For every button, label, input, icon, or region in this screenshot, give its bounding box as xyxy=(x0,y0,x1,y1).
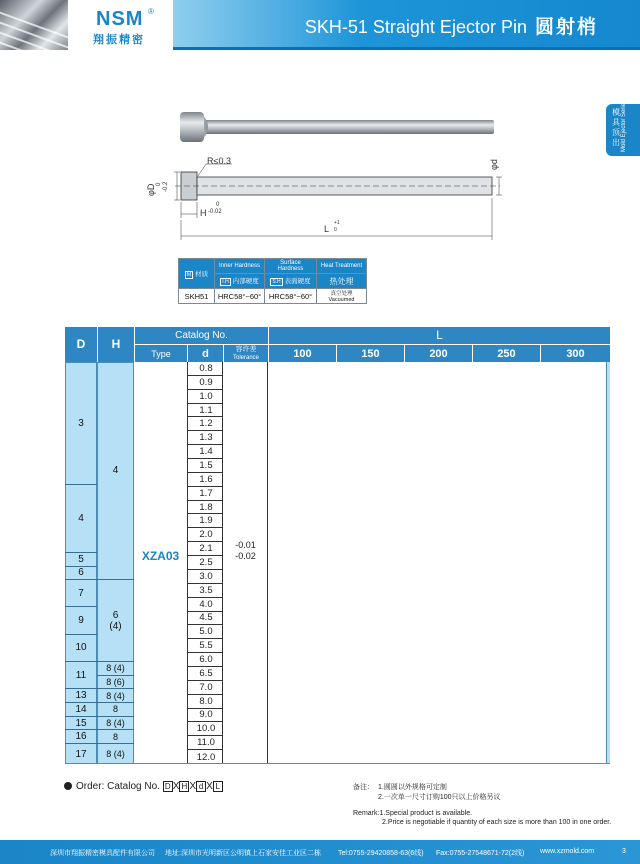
header-photo xyxy=(0,0,68,50)
col-header-tolerance xyxy=(223,344,268,362)
type-column xyxy=(134,362,187,764)
order-separator: X xyxy=(172,781,180,792)
d-value-cell: 7.0 xyxy=(188,681,224,695)
order-box-D: D xyxy=(163,781,173,792)
d-value-cell: 2.5 xyxy=(188,556,224,570)
length-250: 250 xyxy=(472,344,540,362)
D-group-cell: 5 xyxy=(65,553,97,567)
D-group-cell: 15 xyxy=(65,717,97,731)
pin-photo xyxy=(180,112,494,142)
D-group-cell: 14 xyxy=(65,703,97,717)
d-value-cell: 6.0 xyxy=(188,653,224,667)
D-group-cell: 9 xyxy=(65,608,97,635)
material-header xyxy=(179,259,215,289)
D-group-cell: 6 xyxy=(65,567,97,581)
page-header xyxy=(0,0,640,50)
page-footer xyxy=(0,840,640,864)
L-tolerance-upper: +1 xyxy=(334,220,340,226)
surface-hardness-en: Surface Hardness xyxy=(265,259,317,274)
d-value-cell: 3.0 xyxy=(188,570,224,584)
H-tolerance-upper: 0 xyxy=(216,202,220,208)
d-value-cell: 1.4 xyxy=(188,445,224,459)
H-group-cell: 8 (4) xyxy=(97,717,134,731)
d-value-cell: 1.9 xyxy=(188,514,224,528)
material-label: 材质 xyxy=(195,270,209,278)
H-group-cell: 8 (4) xyxy=(106,749,125,759)
d-dimension-label: φd xyxy=(489,159,499,170)
d-column xyxy=(187,362,223,764)
notes-cn-2: 2.一次单一尺寸订购100只以上价格另议 xyxy=(378,794,501,801)
H-group-cell: 8 (4) xyxy=(97,662,134,676)
L-dimension-label: L xyxy=(324,224,330,234)
inner-hardness-value: HRC58°~60° xyxy=(215,289,265,304)
D-group-cell: 11 xyxy=(65,662,97,689)
heat-treatment-en: Heat Treatment xyxy=(317,259,367,274)
page-number: 3 xyxy=(622,848,626,855)
order-separator: X xyxy=(189,781,197,792)
d-value-cell: 1.3 xyxy=(188,431,224,445)
d-value-cell: 1.8 xyxy=(188,501,224,515)
d-value-cell: 2.0 xyxy=(188,528,224,542)
d-value-cell: 1.0 xyxy=(188,390,224,404)
surface-cn-label: 表面硬度 xyxy=(284,278,311,285)
d-value-cell: 1.2 xyxy=(188,417,224,431)
D-tolerance-upper: 0 xyxy=(156,182,162,186)
length-300: 300 xyxy=(540,344,610,362)
L-tolerance-lower: 0 xyxy=(334,227,337,233)
d-value-cell: 0.8 xyxy=(188,362,224,376)
H-dimension-label: H xyxy=(200,208,207,218)
inner-cn-label: 内部硬度 xyxy=(232,278,259,285)
ejector-pin-drawing xyxy=(146,100,510,250)
d-value-cell: 9.0 xyxy=(188,709,224,723)
inner-hardness-en: Inner Hardness xyxy=(215,259,265,274)
H-group-cell: 8 (6) xyxy=(97,676,134,690)
footer-company: 深圳市翔振精密模具配件有限公司 xyxy=(50,850,155,857)
order-box-L: L xyxy=(213,781,223,792)
D-group-cell: 17 xyxy=(75,748,87,760)
order-box-H: H xyxy=(179,781,189,792)
d-value-cell: 8.0 xyxy=(188,695,224,709)
length-100: 100 xyxy=(268,344,336,362)
length-200: 200 xyxy=(404,344,472,362)
footer-tel: Tel:0755-29420858-63(6线) xyxy=(338,850,424,857)
footer-fax: Fax:0755-27548671-72(2线) xyxy=(436,850,525,857)
length-availability-area xyxy=(268,362,606,764)
D-group-cell: 3 xyxy=(65,362,97,485)
H-tolerance-lower: -0.02 xyxy=(208,209,222,215)
page-title-cn: 圆射梢 xyxy=(534,17,598,38)
page-title-en: SKH-51 Straight Ejector Pin xyxy=(304,17,527,37)
d-value-cell: 1.6 xyxy=(188,473,224,487)
table-bottom-border xyxy=(65,763,610,764)
page-title xyxy=(305,12,598,39)
tolerance-upper: -0.01 xyxy=(235,540,256,550)
side-tab-en: Mold Ejector Series xyxy=(621,99,627,152)
notes-en-1: Remark:1.Special product is available. xyxy=(353,810,473,817)
tolerance-cn: 容许差 xyxy=(235,346,257,353)
inner-hardness-cn xyxy=(215,274,265,289)
d-value-cell: 11.0 xyxy=(188,736,224,750)
H-group-cell: 8 xyxy=(97,703,134,717)
tolerance-en: Tolerance xyxy=(232,355,259,361)
d-value-cell: 1.7 xyxy=(188,487,224,501)
heat-treatment-cn: 热处理 xyxy=(317,274,367,289)
d-value-cell: 2.1 xyxy=(188,542,224,556)
D-group-cell: 10 xyxy=(65,635,97,662)
d-value-cell: 6.5 xyxy=(188,667,224,681)
d-value-cell: 0.9 xyxy=(188,376,224,390)
logo-chinese: 翔振精密 xyxy=(93,34,145,46)
hardness-table xyxy=(178,258,367,304)
col-header-H: H xyxy=(97,327,134,362)
col-header-D: D xyxy=(65,327,97,362)
col-header-d: d xyxy=(187,344,223,362)
material-value: SKH51 xyxy=(179,289,215,304)
D-dimension-label: φD xyxy=(146,183,156,196)
pin-technical-drawing xyxy=(174,164,502,240)
d-value-cell: 10.0 xyxy=(188,722,224,736)
H-group-cell: 8 xyxy=(97,730,134,744)
D-group-cell: 16 xyxy=(65,730,97,744)
D-group-cell: 4 xyxy=(65,485,97,553)
order-box-d: d xyxy=(196,781,206,792)
notes-en-2: 2.Price is negotiable if quantity of each size is more than 100 in one order. xyxy=(382,819,612,826)
col-header-type: Type xyxy=(134,344,187,362)
tolerance-column xyxy=(223,362,268,764)
tolerance-lower: -0.02 xyxy=(235,551,256,561)
d-value-cell: 1.1 xyxy=(188,404,224,418)
ejector-pin-svg xyxy=(150,100,510,250)
surface-hardness-value: HRC58°~60° xyxy=(265,289,317,304)
D-tolerance-lower: -0.2 xyxy=(163,181,169,192)
col-header-catalog: Catalog No. xyxy=(134,327,268,344)
material-tag: M xyxy=(186,271,192,278)
d-value-cell: 4.5 xyxy=(188,612,224,626)
footer-address: 地址:深圳市光明新区公明镇上石家安佳工业区二栋 xyxy=(165,850,321,857)
tolerance-value xyxy=(223,540,268,562)
inner-tag: I.H xyxy=(222,279,229,285)
surface-hardness-cn xyxy=(265,274,317,289)
notes-cn-1: 1.圆圆以外规格可定制 xyxy=(378,784,447,791)
D-group-cell: 13 xyxy=(65,689,97,703)
d-value-cell: 5.0 xyxy=(188,625,224,639)
title-bar xyxy=(173,0,640,50)
d-value-cell: 1.5 xyxy=(188,459,224,473)
order-format xyxy=(64,781,223,792)
spec-table xyxy=(65,327,610,764)
type-value: XZA03 xyxy=(141,549,180,563)
H-group-cell: 4 xyxy=(97,362,134,580)
registered-mark: ® xyxy=(148,7,154,16)
bullet-icon xyxy=(64,782,72,790)
d-value-cell: 5.5 xyxy=(188,639,224,653)
d-value-cell: 3.5 xyxy=(188,584,224,598)
length-150: 150 xyxy=(336,344,404,362)
radius-label: R≤0.3 xyxy=(207,156,231,166)
heat-treatment-value: 真空处理 Vacuumed xyxy=(317,289,367,304)
H-group-sub: (4) xyxy=(109,620,122,632)
d-value-cell: 12.0 xyxy=(196,751,216,763)
order-separator: X xyxy=(206,781,213,792)
footer-website[interactable]: www.xzmold.com xyxy=(540,848,595,855)
order-label: Order: Catalog No. xyxy=(76,781,160,792)
H-group-cell: 8 (4) xyxy=(97,689,134,703)
D-group-cell: 7 xyxy=(65,580,97,607)
d-value-cell: 4.0 xyxy=(188,598,224,612)
H-group-cell xyxy=(97,580,134,662)
H-group-value: 6 xyxy=(112,609,119,621)
logo-text: NSM xyxy=(96,8,144,30)
surface-tag: S.H xyxy=(272,279,281,285)
table-right-border xyxy=(606,362,610,764)
side-tab-cn: 模具顶出 xyxy=(612,108,620,147)
col-header-L: L xyxy=(268,327,610,344)
notes-cn-label: 备注： xyxy=(353,784,374,791)
